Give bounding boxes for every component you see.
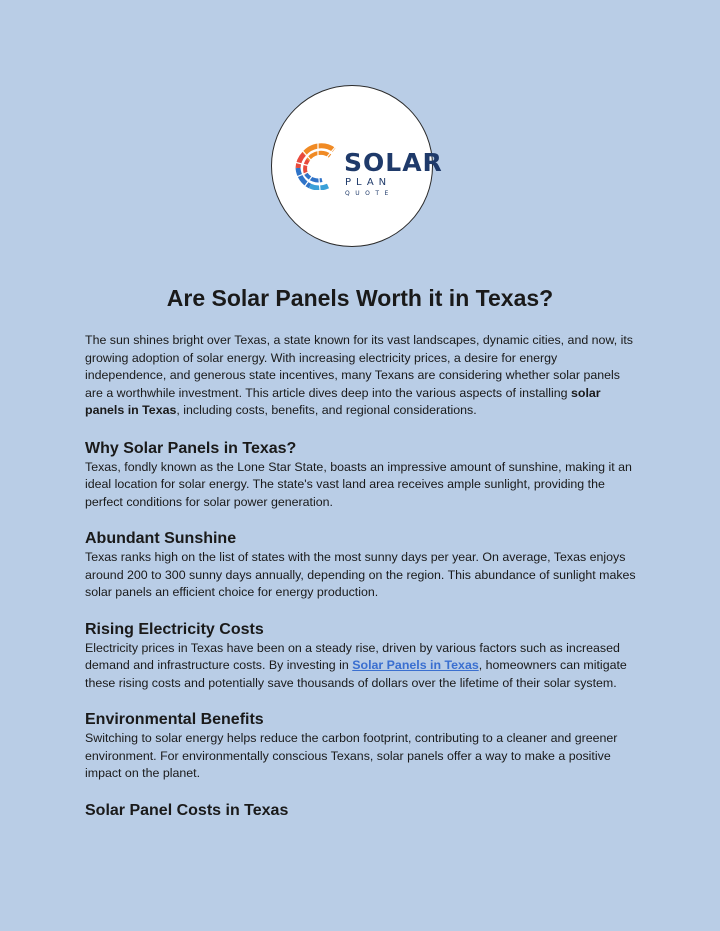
logo-subtitle-quote: QUOTE xyxy=(345,190,394,197)
page-title: Are Solar Panels Worth it in Texas? xyxy=(166,285,554,311)
section-body: Texas ranks high on the list of states with the most sunny days per year. On average, Texas enjoys around 200 to 300 sunny days annually, depending on the region. This abundance of sunlight makes solar panels an efficient choice for energy production. xyxy=(85,550,636,599)
logo-badge xyxy=(271,85,443,247)
section-body: Texas, fondly known as the Lone Star State, boasts an impressive amount of sunshine, making it an ideal location for solar energy. The state's vast land area receives ample sunlight, providing the perfect conditions for solar power generation. xyxy=(85,459,632,509)
section-solar-costs xyxy=(85,801,641,821)
logo-wordmark: SOLAR xyxy=(344,148,443,177)
section-heading: Why Solar Panels in Texas? xyxy=(85,439,297,457)
section-abundant-sunshine xyxy=(85,529,641,602)
intro-text-before: The sun shines bright over Texas, a state known for its vast landscapes, dynamic cities, and now, its growing adoption of solar energy. With increasing electricity prices, a desire for energy independence, and generous state incentives, many Texans are considering whether solar panels are a worthwhile investment. This article dives deep into the various aspects of installing xyxy=(85,333,633,400)
section-heading: Environmental Benefits xyxy=(85,711,264,728)
section-body: Switching to solar energy helps reduce the carbon footprint, contributing to a cleaner and greener environment. For environmentally conscious Texans, solar panels offer a way to make a positive impact on the planet. xyxy=(85,731,618,780)
section-heading: Solar Panel Costs in Texas xyxy=(85,801,289,819)
section-heading: Rising Electricity Costs xyxy=(85,620,264,638)
section-why-solar xyxy=(85,439,641,512)
intro-paragraph xyxy=(85,332,641,420)
intro-text-after: , including costs, benefits, and regional considerations. xyxy=(176,403,477,417)
intro-bold-keyword: solar panels in Texas xyxy=(85,385,601,417)
solar-panels-texas-link[interactable]: Solar Panels in Texas xyxy=(352,658,479,672)
section-heading: Abundant Sunshine xyxy=(85,530,237,547)
section-rising-costs xyxy=(85,620,641,693)
section-environmental-benefits xyxy=(85,710,641,783)
section-body-after: , homeowners can mitigate these rising costs and potentially save thousands of dollars over the lifetime of their solar system. xyxy=(85,658,627,690)
section-body xyxy=(85,640,641,693)
solar-logo-icon xyxy=(294,142,342,190)
logo-subtitle-plan: PLAN xyxy=(345,177,392,188)
article-body xyxy=(85,332,641,821)
section-body-before: Electricity prices in Texas have been on a steady rise, driven by various factors such as increased demand and infrastructure costs. By investing in xyxy=(85,640,620,672)
